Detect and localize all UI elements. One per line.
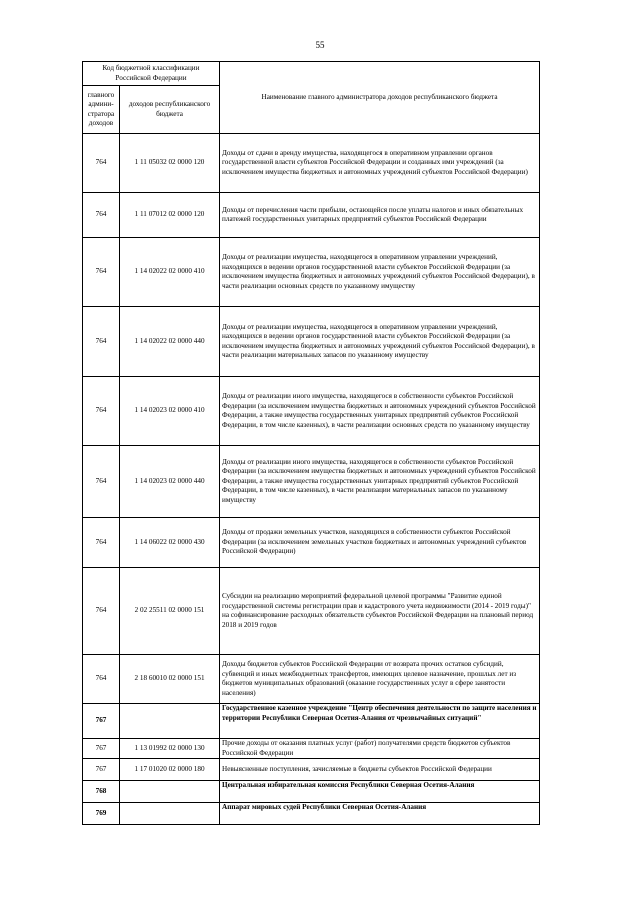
table-row	[83, 377, 540, 446]
header-administrator-name: Наименование главного администратора доходов республиканского бюджета	[220, 62, 540, 134]
income-name-cell: Доходы от реализации иного имущества, находящегося в собственности субъектов Российской Федерации (за исключением имущества бюджетных и автономных учреждений субъектов Российской Федерации, а также имущества государственных унитарных предприятий субъектов Российской Федерации, в том числе казенных), в части реализации материальных запасов по указанному имуществу	[220, 446, 540, 518]
income-name-cell: Доходы от сдачи в аренду имущества, находящегося в оперативном управлении органов государственной власти субъектов Российской Федерации и созданных ими учреждений (за исключением имущества бюджетных и автономных учреждений субъектов Российской Федерации)	[220, 134, 540, 193]
admin-code-cell: 769	[83, 803, 120, 825]
budget-classification-table	[82, 61, 540, 825]
table-row	[83, 655, 540, 704]
income-code-cell	[120, 704, 220, 739]
income-name-cell: Государственное казенное учреждение "Центр обеспечения деятельности по защите населения и территории Республики Северная Осетия-Алания от чрезвычайных ситуаций"	[220, 704, 540, 739]
income-name-cell: Доходы от реализации имущества, находящегося в оперативном управлении учреждений, находящихся в ведении органов государственной власти субъектов Российской Федерации (за исключением имущества бюджетных и автономных учреждений субъектов Российской Федерации), в части реализации основных средств по указанному имуществу	[220, 238, 540, 307]
table-row	[83, 446, 540, 518]
income-code-cell: 2 02 25511 02 0000 151	[120, 568, 220, 655]
table-row	[83, 238, 540, 307]
income-code-cell: 1 14 06022 02 0000 430	[120, 518, 220, 568]
admin-code-cell: 768	[83, 781, 120, 803]
income-code-cell	[120, 803, 220, 825]
table-row	[83, 568, 540, 655]
income-name-cell: Субсидии на реализацию мероприятий федеральной целевой программы "Развитие единой государственной системы регистрации прав и кадастрового учета недвижимости (2014 - 2019 годы)" на софинансирование расходных обязательств субъектов Российской Федерации на плановый период 2018 и 2019 годов	[220, 568, 540, 655]
admin-code-cell: 764	[83, 377, 120, 446]
income-name-cell: Невыясненные поступления, зачисляемые в бюджеты субъектов Российской Федерации	[220, 759, 540, 781]
income-code-cell: 2 18 60010 02 0000 151	[120, 655, 220, 704]
income-code-cell: 1 17 01020 02 0000 180	[120, 759, 220, 781]
table-row	[83, 193, 540, 238]
income-code-cell	[120, 781, 220, 803]
income-code-cell: 1 14 02022 02 0000 410	[120, 238, 220, 307]
income-name-cell: Доходы от реализации имущества, находящегося в оперативном управлении учреждений, находящихся в ведении органов государственной власти субъектов Российской Федерации (за исключением имущества бюджетных и автономных учреждений субъектов Российской Федерации), в части реализации материальных запасов по указанному имуществу	[220, 307, 540, 377]
admin-code-cell: 764	[83, 518, 120, 568]
admin-code-cell: 767	[83, 739, 120, 759]
table-row	[83, 704, 540, 739]
header-income-code: доходов республиканского бюджета	[120, 86, 220, 134]
admin-code-cell: 764	[83, 193, 120, 238]
income-code-cell: 1 13 01992 02 0000 130	[120, 739, 220, 759]
table-row	[83, 803, 540, 825]
income-name-cell: Прочие доходы от оказания платных услуг (работ) получателями средств бюджетов субъектов Российской Федерации	[220, 739, 540, 759]
income-code-cell: 1 11 05032 02 0000 120	[120, 134, 220, 193]
admin-code-cell: 767	[83, 704, 120, 739]
admin-code-cell: 764	[83, 307, 120, 377]
table-row	[83, 134, 540, 193]
income-name-cell: Доходы от реализации иного имущества, находящегося в собственности субъектов Российской Федерации (за исключением имущества бюджетных и автономных учреждений субъектов Российской Федерации, а также имущества государственных унитарных предприятий субъектов Российской Федерации, в том числе казенных), в части реализации основных средств по указанному имуществу	[220, 377, 540, 446]
table-row	[83, 739, 540, 759]
table-row	[83, 307, 540, 377]
income-code-cell: 1 14 02023 02 0000 410	[120, 377, 220, 446]
table-row	[83, 781, 540, 803]
income-code-cell: 1 14 02023 02 0000 440	[120, 446, 220, 518]
header-admin-code: главного админи-стратора доходов	[83, 86, 120, 134]
income-name-cell: Аппарат мировых судей Республики Северная Осетия-Алания	[220, 803, 540, 825]
income-code-cell: 1 14 02022 02 0000 440	[120, 307, 220, 377]
income-name-cell: Центральная избирательная комиссия Республики Северная Осетия-Алания	[220, 781, 540, 803]
table-row	[83, 759, 540, 781]
admin-code-cell: 767	[83, 759, 120, 781]
admin-code-cell: 764	[83, 238, 120, 307]
income-name-cell: Доходы от продажи земельных участков, находящихся в собственности субъектов Российской Федерации (за исключением земельных участков бюджетных и автономных учреждений субъектов Российской Федерации)	[220, 518, 540, 568]
header-classification-code: Код бюджетной классификации Российской Федерации	[83, 62, 220, 86]
admin-code-cell: 764	[83, 655, 120, 704]
table-row	[83, 518, 540, 568]
admin-code-cell: 764	[83, 446, 120, 518]
admin-code-cell: 764	[83, 568, 120, 655]
admin-code-cell: 764	[83, 134, 120, 193]
income-name-cell: Доходы бюджетов субъектов Российской Федерации от возврата прочих остатков субсидий, субвенций и иных межбюджетных трансфертов, имеющих целевое назначение, прошлых лет из бюджетов муниципальных образований (оказание государственных услуг в сфере занятости населения)	[220, 655, 540, 704]
page-number: 55	[315, 40, 325, 50]
income-code-cell: 1 11 07012 02 0000 120	[120, 193, 220, 238]
income-name-cell: Доходы от перечисления части прибыли, остающейся после уплаты налогов и иных обязательных платежей государственных унитарных предприятий субъектов Российской Федерации	[220, 193, 540, 238]
